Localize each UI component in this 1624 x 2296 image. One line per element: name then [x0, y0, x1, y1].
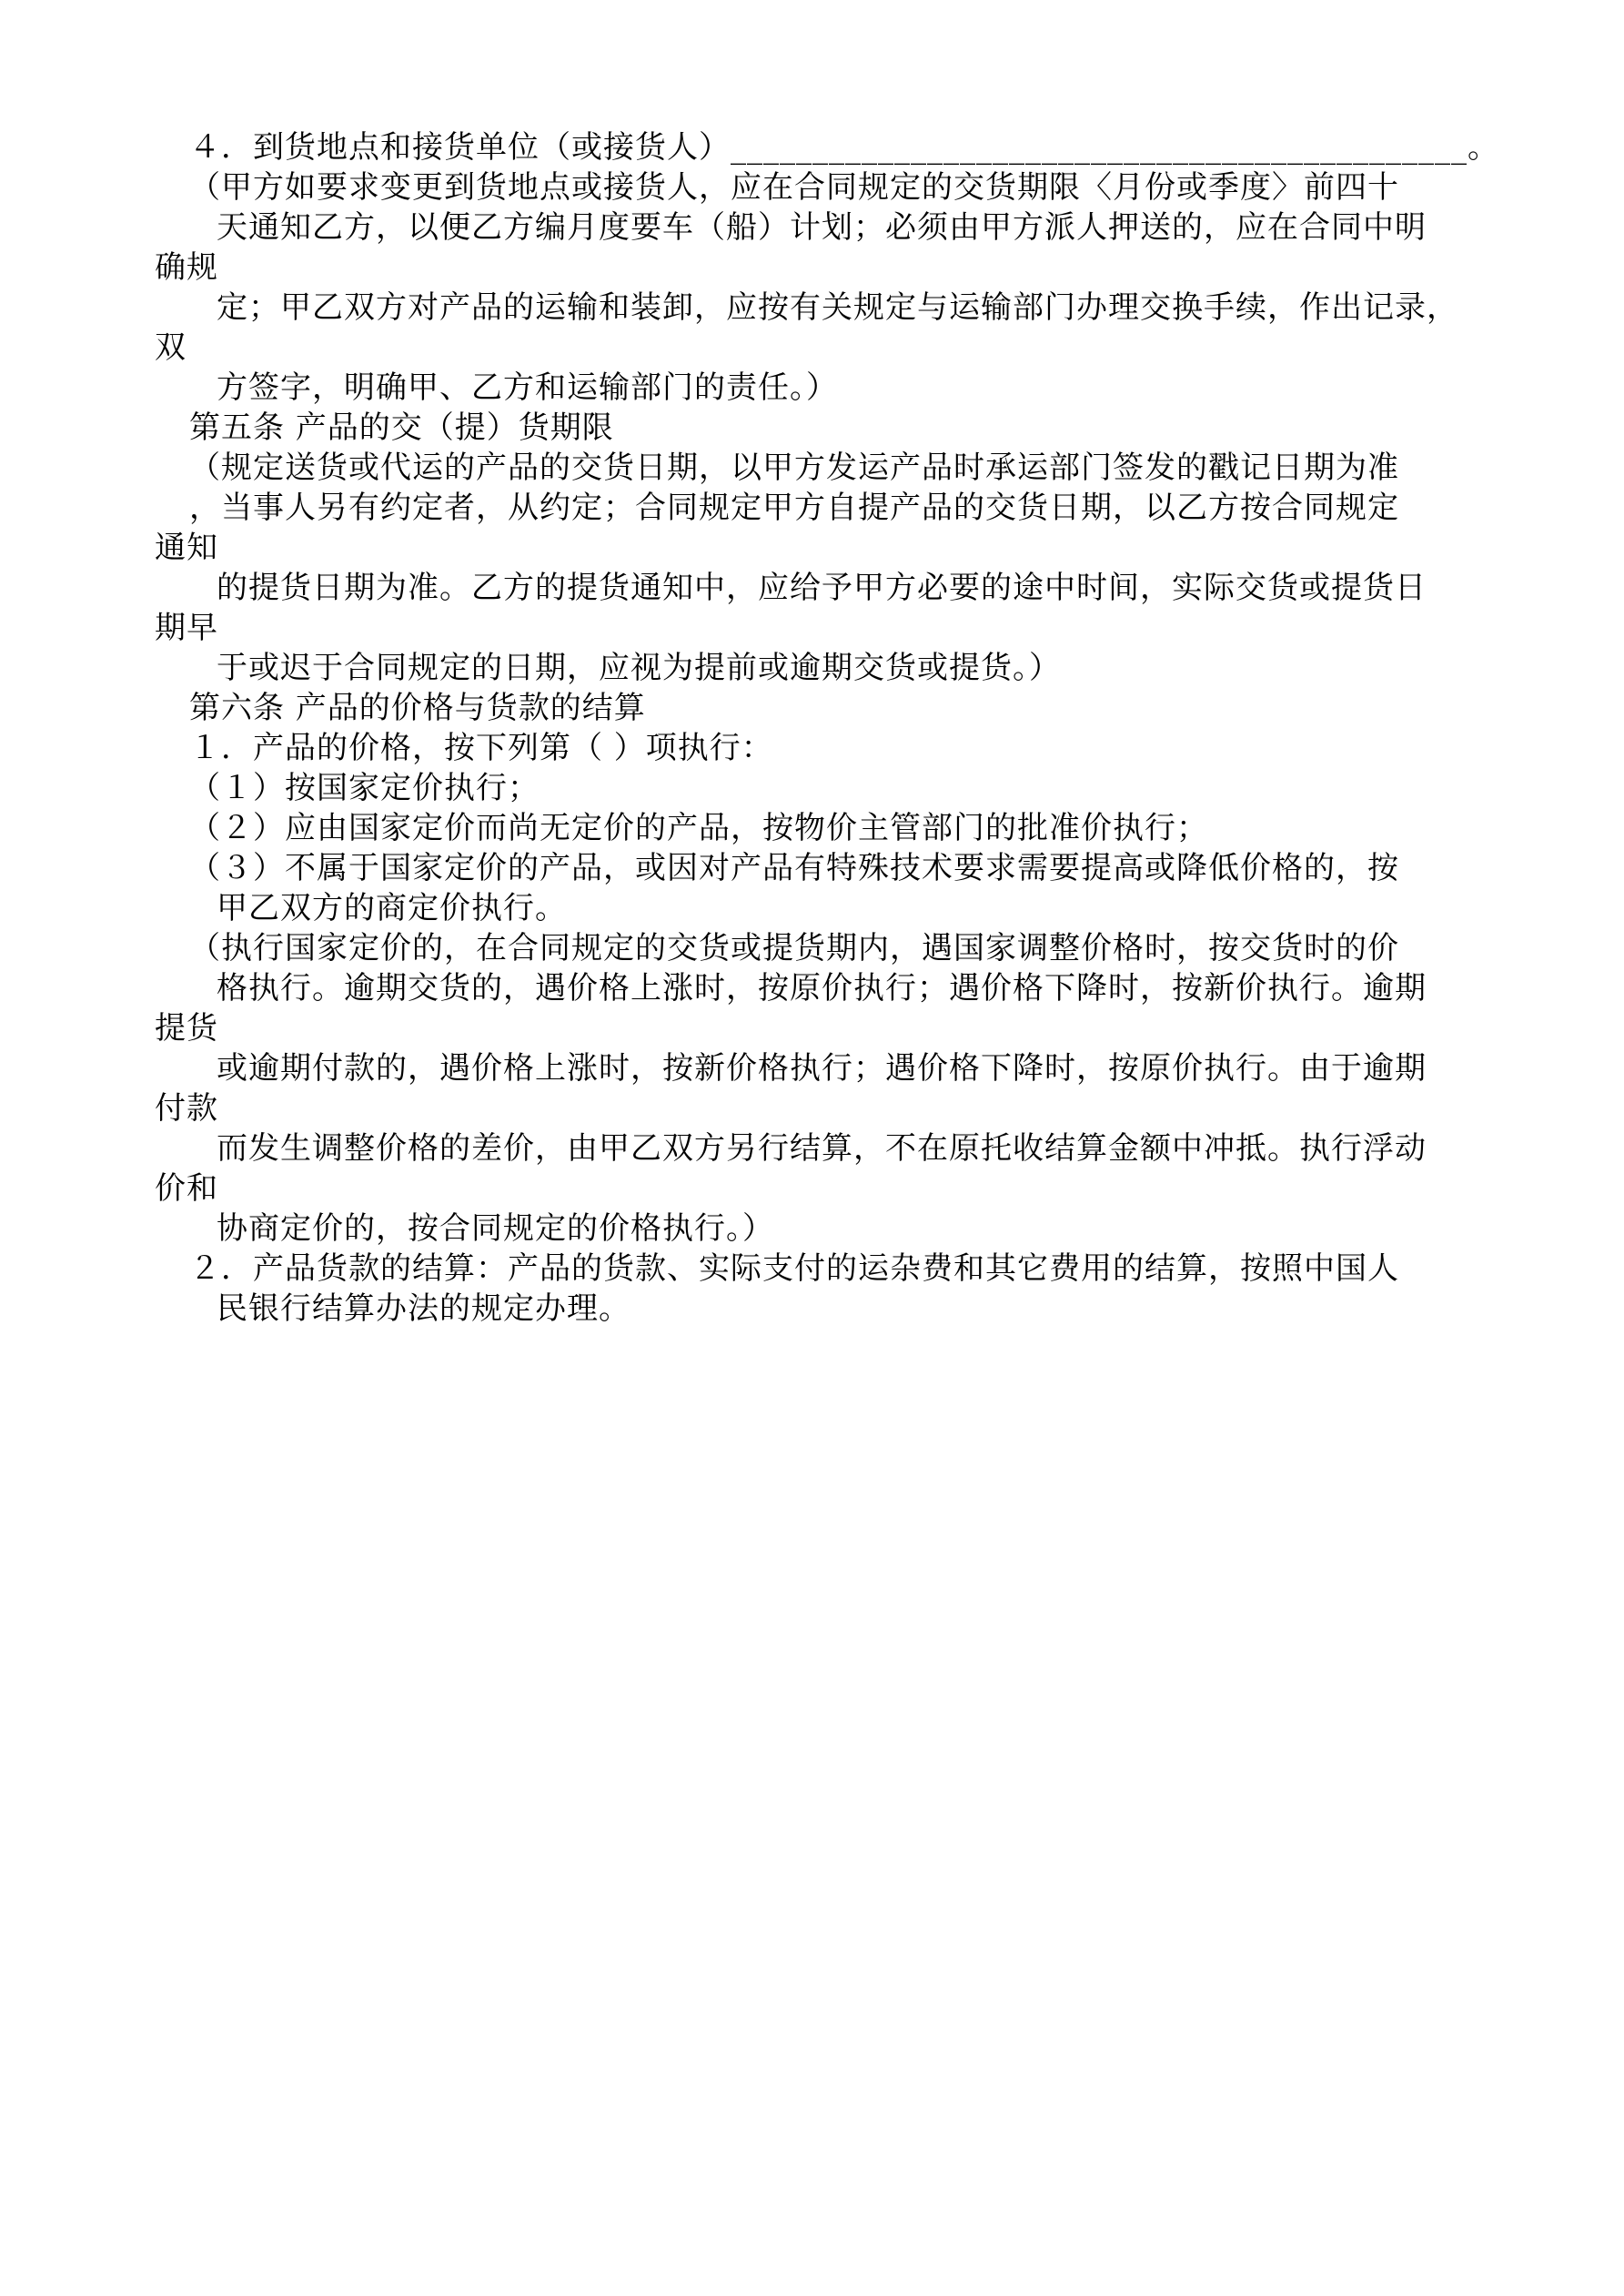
text-line: ，当事人另有约定者，从约定；合同规定甲方自提产品的交货日期，以乙方按合同规定 — [189, 490, 1399, 526]
text-line: 甲乙双方的商定价执行。 — [217, 890, 567, 926]
text-line: （３）不属于国家定价的产品，或因对产品有特殊技术要求需要提高或降低价格的，按 — [189, 850, 1399, 886]
contract-text — [155, 127, 1499, 1329]
text-line: 付款 — [155, 1090, 218, 1127]
text-line: 确规 — [155, 249, 218, 286]
text-line: 方签字，明确甲、乙方和运输部门的责任。） — [217, 369, 838, 406]
text-line: （规定送货或代运的产品的交货日期，以甲方发运产品时承运部门签发的戳记日期为准 — [189, 450, 1399, 486]
text-line: （２）应由国家定价而尚无定价的产品，按物价主管部门的批准价执行； — [189, 810, 1208, 846]
text-line: ４．到货地点和接货单位（或接货人）_____________________________________________。 — [189, 129, 1499, 166]
text-line: 第六条 产品的价格与货款的结算 — [189, 690, 646, 726]
text-line: 民银行结算办法的规定办理。 — [217, 1290, 630, 1327]
text-line: （甲方如要求变更到货地点或接货人，应在合同规定的交货期限〈月份或季度〉前四十 — [189, 169, 1399, 206]
text-line: 协商定价的，按合同规定的价格执行。） — [217, 1210, 774, 1247]
text-line: 双 — [155, 329, 187, 366]
text-line: 而发生调整价格的差价，由甲乙双方另行结算，不在原托收结算金额中冲抵。执行浮动 — [217, 1130, 1427, 1167]
text-line: ２．产品货款的结算：产品的货款、实际支付的运杂费和其它费用的结算，按照中国人 — [189, 1250, 1399, 1287]
text-line: （执行国家定价的，在合同规定的交货或提货期内，遇国家调整价格时，按交货时的价 — [189, 930, 1399, 966]
text-line: 天通知乙方，以便乙方编月度要车（船）计划；必须由甲方派人押送的，应在合同中明 — [217, 209, 1427, 246]
text-line: 于或迟于合同规定的日期，应视为提前或逾期交货或提货。） — [217, 650, 1061, 686]
text-line: 的提货日期为准。乙方的提货通知中，应给予甲方必要的途中时间，实际交货或提货日 — [217, 570, 1427, 606]
text-line: （１）按国家定价执行； — [189, 770, 540, 806]
text-line: 第五条 产品的交（提）货期限 — [189, 410, 614, 446]
text-line: 期早 — [155, 610, 218, 646]
text-line: １．产品的价格，按下列第（ ）项执行： — [189, 730, 773, 766]
text-line: 价和 — [155, 1170, 218, 1207]
text-line: 格执行。逾期交货的，遇价格上涨时，按原价执行；遇价格下降时，按新价执行。逾期 — [217, 970, 1427, 1006]
text-line: 通知 — [155, 530, 218, 566]
text-line: 提货 — [155, 1010, 218, 1047]
text-line: 或逾期付款的，遇价格上涨时，按新价格执行；遇价格下降时，按原价执行。由于逾期 — [217, 1050, 1427, 1087]
text-line: 定；甲乙双方对产品的运输和装卸，应按有关规定与运输部门办理交换手续，作出记录， — [217, 289, 1458, 326]
